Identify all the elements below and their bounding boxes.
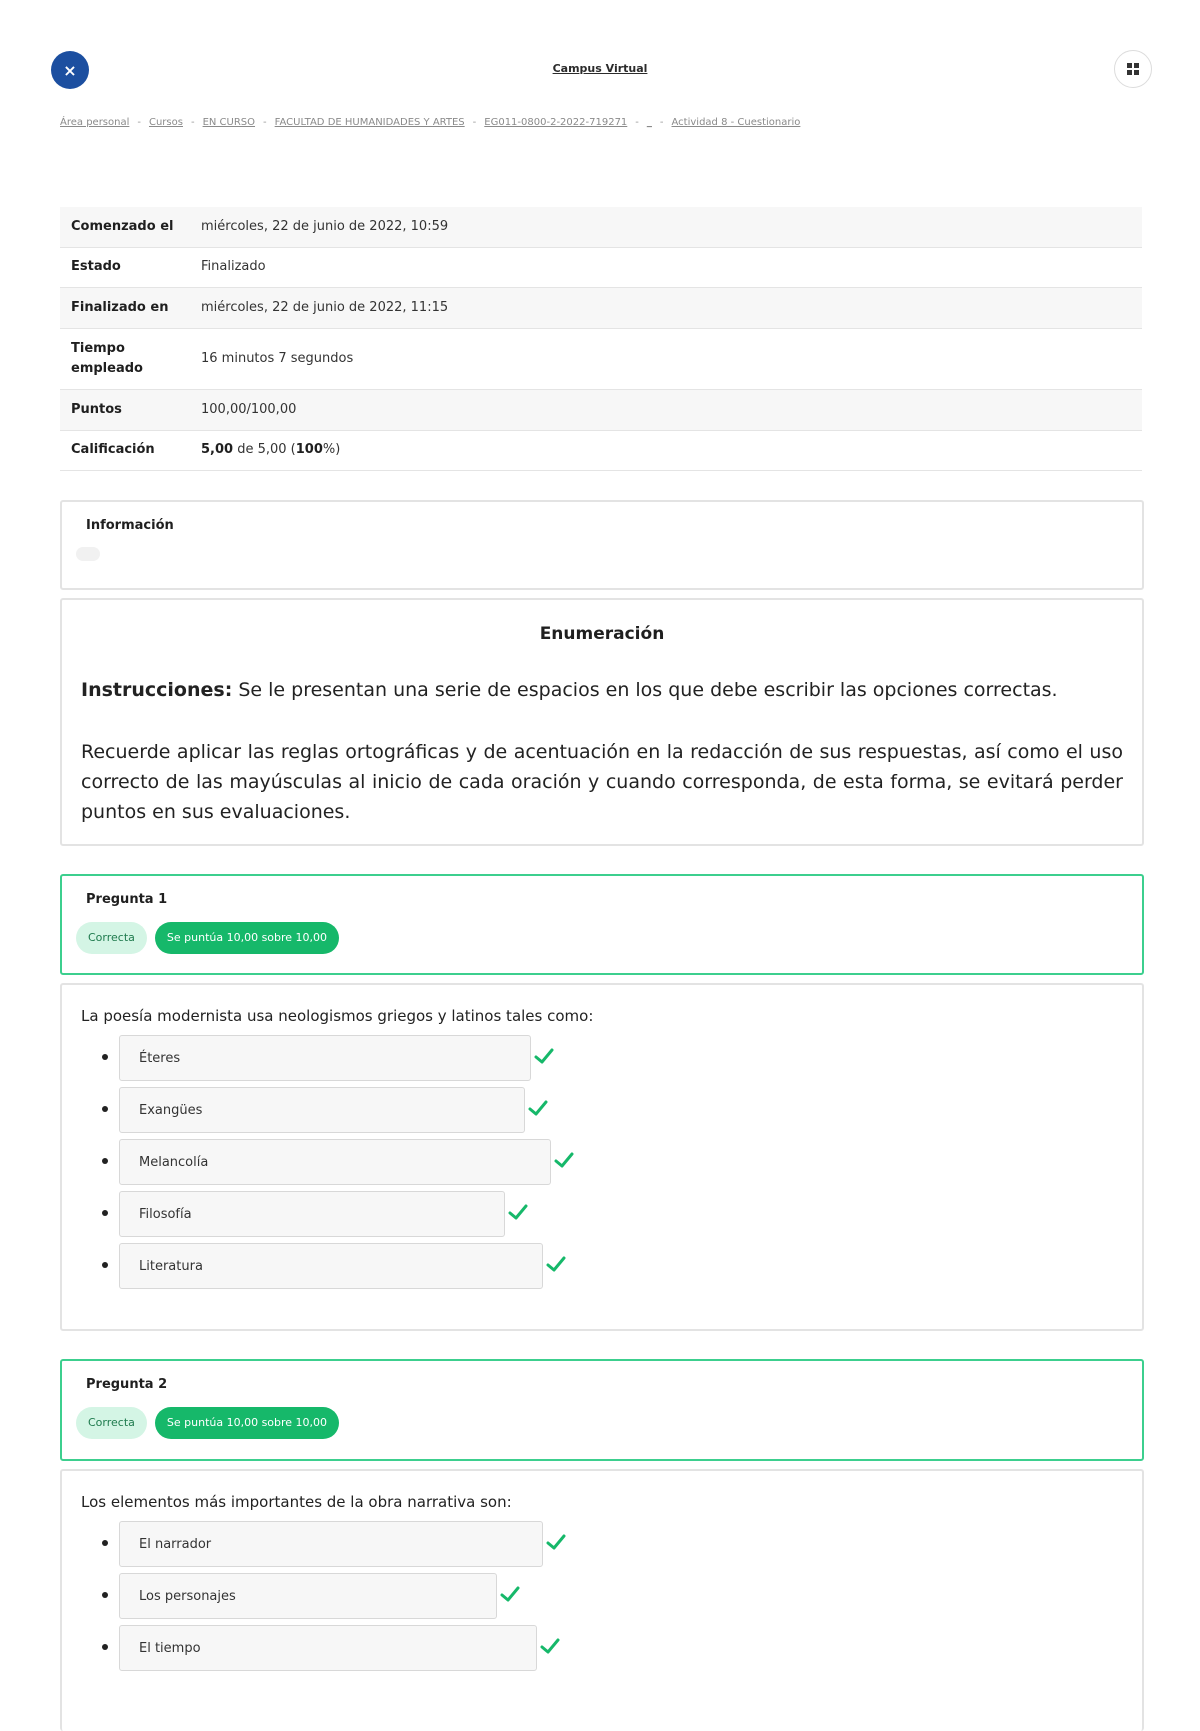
summary-value: 100,00/100,00: [201, 401, 297, 417]
summary-label: Comenzado el: [71, 218, 174, 234]
summary-row: [60, 247, 1142, 287]
question-title: Pregunta 1: [86, 892, 168, 907]
summary-label: Calificación: [71, 442, 155, 457]
check-icon: [546, 1532, 566, 1552]
grade-percent: 100: [295, 442, 323, 457]
question-text: Los elementos más importantes de la obra narrativa son:: [81, 1493, 512, 1511]
question-1-content: [60, 983, 1144, 1331]
answer-field[interactable]: El narrador: [119, 1521, 543, 1567]
check-icon: [500, 1584, 520, 1604]
summary-row: [60, 328, 1142, 389]
info-panel: [60, 500, 1144, 590]
apps-menu-button[interactable]: [1114, 50, 1152, 88]
question-text: La poesía modernista usa neologismos griegos y latinos tales como:: [81, 1007, 594, 1025]
close-icon: ×: [63, 60, 77, 80]
instructions-paragraph: [81, 679, 1123, 701]
answer-field[interactable]: Éteres: [119, 1035, 531, 1081]
grade-tail: %): [322, 442, 341, 457]
question-title: Pregunta 2: [86, 1377, 168, 1392]
answer-field[interactable]: Exangües: [119, 1087, 525, 1133]
instructions-text: Se le presentan una serie de espacios en los que debe escribir las opciones correctas.: [232, 679, 1058, 701]
breadcrumb-item-activity[interactable]: Actividad 8 - Cuestionario: [671, 117, 801, 128]
answer-field[interactable]: Los personajes: [119, 1573, 497, 1619]
flag-toggle[interactable]: [76, 547, 100, 561]
attempt-summary-table: [60, 207, 1142, 471]
summary-row: [60, 207, 1142, 247]
answer-field[interactable]: Melancolía: [119, 1139, 551, 1185]
summary-value: 16 minutos 7 segundos: [201, 350, 354, 366]
status-badge: Correcta: [76, 1407, 147, 1439]
enumeration-heading: Enumeración: [539, 624, 665, 644]
enumeration-panel: [60, 598, 1144, 846]
breadcrumb-item-section[interactable]: _: [646, 117, 652, 128]
summary-label: Tiempo empleado: [71, 340, 143, 376]
summary-label: Finalizado en: [71, 299, 169, 315]
question-1-info: [60, 874, 1144, 975]
instructions-label: Instrucciones:: [81, 679, 233, 701]
summary-row: [60, 430, 1142, 470]
question-2-content: [60, 1469, 1144, 1731]
breadcrumb: Área personal - Cursos - EN CURSO - FACULTAD DE HUMANIDADES Y ARTES - EG011-0800-2-2022-719271 - _ - Actividad 8 - Cuestionario: [60, 117, 801, 128]
breadcrumb-item-cursos[interactable]: Cursos: [148, 117, 183, 128]
status-badge: Correcta: [76, 922, 147, 954]
grade-of: de 5,00 (: [233, 442, 296, 457]
breadcrumb-item-en-curso[interactable]: EN CURSO: [202, 117, 256, 128]
grid-icon: [1127, 63, 1139, 75]
grade-score: 5,00: [201, 442, 234, 457]
recommendation-paragraph: Recuerde aplicar las reglas ortográficas y de acentuación en la redacción de sus respuestas, así como el uso correcto de las mayúsculas al inicio de cada oración y cuando corresponda, de esta forma, se evitará perder puntos en sus evaluaciones.: [81, 741, 1123, 823]
check-icon: [540, 1636, 560, 1656]
breadcrumb-item-area-personal[interactable]: Área personal: [60, 117, 130, 128]
summary-label: Estado: [71, 259, 121, 274]
summary-row: [60, 287, 1142, 328]
answer-field[interactable]: Filosofía: [119, 1191, 505, 1237]
answer-field[interactable]: Literatura: [119, 1243, 543, 1289]
check-icon: [554, 1150, 574, 1170]
info-title: Información: [86, 518, 174, 533]
summary-value: miércoles, 22 de junio de 2022, 11:15: [201, 299, 449, 315]
site-title-link[interactable]: Campus Virtual: [552, 62, 648, 75]
summary-label: Puntos: [71, 401, 122, 417]
summary-value: Finalizado: [201, 259, 266, 274]
summary-value: miércoles, 22 de junio de 2022, 10:59: [201, 218, 449, 234]
breadcrumb-item-course-code[interactable]: EG011-0800-2-2022-719271: [484, 117, 628, 128]
question-2-info: [60, 1359, 1144, 1461]
check-icon: [546, 1254, 566, 1274]
grade-value: [201, 430, 1142, 470]
check-icon: [528, 1098, 548, 1118]
score-badge: Se puntúa 10,00 sobre 10,00: [155, 1407, 339, 1439]
summary-row: [60, 389, 1142, 430]
score-badge: Se puntúa 10,00 sobre 10,00: [155, 922, 339, 954]
breadcrumb-item-facultad[interactable]: FACULTAD DE HUMANIDADES Y ARTES: [274, 117, 465, 128]
check-icon: [508, 1202, 528, 1222]
answer-field[interactable]: El tiempo: [119, 1625, 537, 1671]
check-icon: [534, 1046, 554, 1066]
